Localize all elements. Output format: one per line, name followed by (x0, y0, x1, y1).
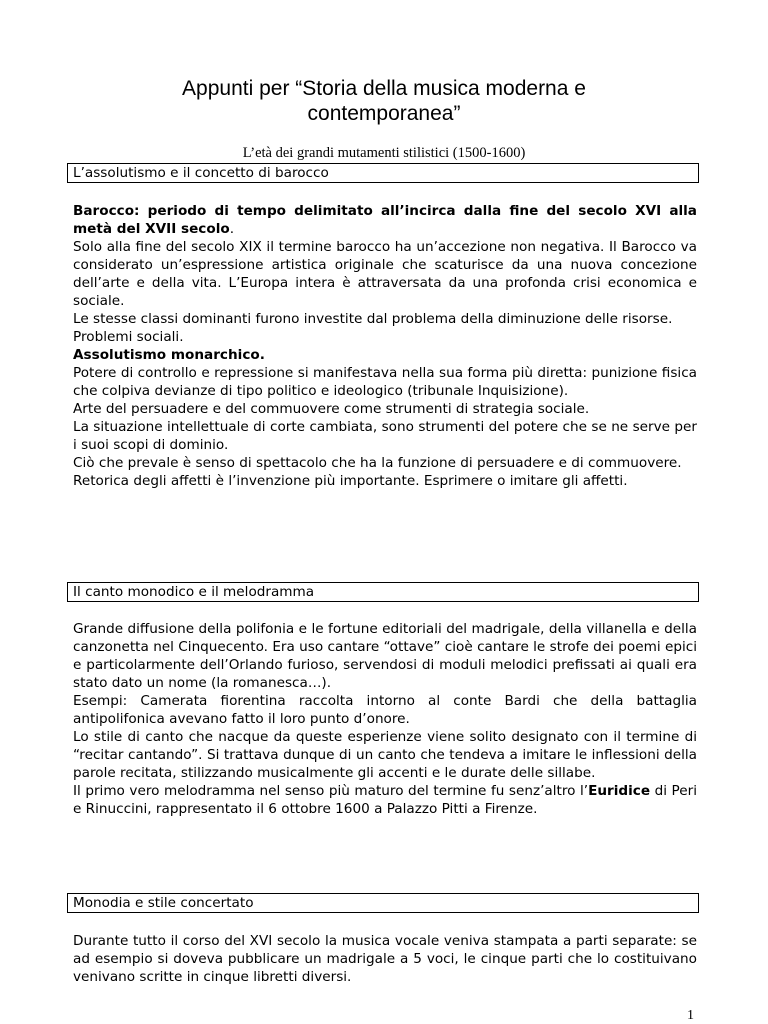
paragraph: Le stesse classi dominanti furono investite dal problema della diminuzione delle risorse. (73, 311, 673, 327)
section-body-canto-monodico (73, 620, 697, 818)
paragraph: Il primo vero melodramma nel senso più maturo del termine fu senz’altro l’Euridice di Peri e Rinuccini, rappresentato il 6 ottobre 1600 a Palazzo Pitti a Firenze. (73, 783, 697, 817)
section-body-monodia (73, 932, 697, 986)
paragraph: Grande diffusione della polifonia e le fortune editoriali del madrigale, della villanella e della canzonetta nel Cinquecento. Era uso cantare “ottave” cioè cantare le strofe dei poemi epici e particolarmente dell’Orlando furioso, servendosi di moduli melodici prefissati ai quali era stato dato un nome (la romanesca…). (73, 621, 697, 691)
paragraph: Durante tutto il corso del XVI secolo la musica vocale veniva stampata a parti separate: se ad esempio si doveva pubblicare un madrigale a 5 voci, le cinque parti che lo costituivano venivano scritte in cinque libretti diversi. (73, 933, 697, 985)
document-subtitle: L’età dei grandi mutamenti stilistici (1500-1600) (242, 145, 526, 161)
paragraph: Retorica degli affetti è l’invenzione più importante. Esprimere o imitare gli affetti. (73, 473, 628, 489)
euridice-title: Euridice (588, 783, 651, 799)
section-heading-monodia: Monodia e stile concertato (67, 893, 699, 913)
paragraph: Ciò che prevale è senso di spettacolo che ha la funzione di persuadere e di commuovere. (73, 455, 682, 471)
paragraph: Potere di controllo e repressione si manifestava nella sua forma più diretta: punizione fisica che colpiva devianze di tipo politico e ideologico (tribunale Inquisizione). (73, 365, 697, 399)
paragraph: Problemi sociali. (73, 329, 184, 345)
section-heading-canto-monodico: Il canto monodico e il melodramma (67, 582, 699, 602)
title-line-1: Appunti per “Storia della musica moderna e (182, 77, 586, 100)
paragraph: Esempi: Camerata fiorentina raccolta intorno al conte Bardi che della battaglia antipolifonica avevano fatto il loro punto d’onore. (73, 693, 697, 727)
paragraph: Solo alla fine del secolo XIX il termine barocco ha un’accezione non negativa. Il Barocco va considerato un’espressione artistica originale che scaturisce da una nuova concezione dell’arte e della vita. L’Europa intera è attraversata da una profonda crisi economica e sociale. (73, 239, 697, 309)
title-line-2: contemporanea” (307, 102, 461, 125)
document-title (80, 76, 688, 126)
paragraph: Arte del persuadere e del commuovere come strumenti di strategia sociale. (73, 401, 590, 417)
section-heading-assolutismo: L’assolutismo e il concetto di barocco (67, 163, 699, 183)
page-number: 1 (687, 1008, 694, 1023)
section-body-assolutismo (73, 202, 697, 490)
paragraph: La situazione intellettuale di corte cambiata, sono strumenti del potere che se ne serve per i suoi scopi di dominio. (73, 419, 697, 453)
paragraph: Assolutismo monarchico. (73, 347, 265, 363)
paragraph: Lo stile di canto che nacque da queste esperienze viene solito designato con il termine di “recitar cantando”. Si trattava dunque di un canto che tendeva a imitare le inflessioni della parole recitata, stilizzando musicalmente gli accenti e le durate delle sillabe. (73, 729, 697, 781)
paragraph: Barocco: periodo di tempo delimitato all’incirca dalla fine del secolo XVI alla metà del XVII secolo. (73, 203, 697, 237)
